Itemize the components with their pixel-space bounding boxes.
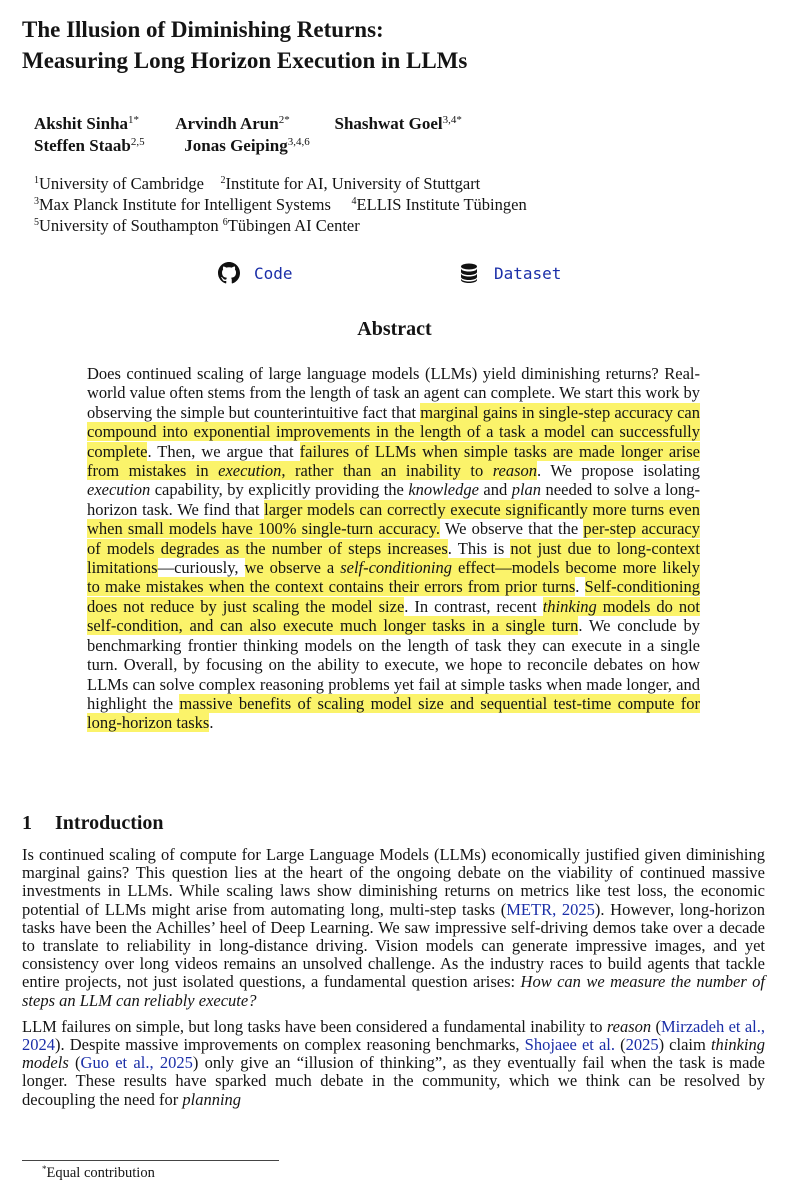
- highlighted-text: , rather than an inability to: [281, 461, 493, 481]
- highlighted-text: self-conditioning: [340, 558, 453, 578]
- footnote-text: Equal contribution: [46, 1165, 155, 1181]
- citation-link[interactable]: 2025: [625, 1035, 659, 1055]
- dataset-link-label: Dataset: [494, 263, 562, 283]
- author: Steffen Staab$^{2,5}$: [34, 136, 145, 155]
- paragraph: [22, 846, 765, 1010]
- text-run: (: [651, 1016, 661, 1036]
- abstract-seg: . We propose isolating: [537, 461, 701, 481]
- citation-link[interactable]: Shojaee et al.: [524, 1035, 615, 1055]
- code-link-label: Code: [254, 263, 293, 283]
- paragraph: [22, 1018, 765, 1109]
- highlighted-text: effect—models become more likely to make mistakes when the context contains their errors from prior turns: [87, 558, 700, 597]
- abstract-body: [87, 364, 700, 733]
- author: Shashwat Goel$^{3,4*}$: [334, 114, 462, 133]
- title-line-2: Measuring Long Horizon Execution in LLMs: [22, 48, 468, 73]
- highlighted-text: per-step accuracy of models degrades as the number of steps increases: [87, 519, 700, 558]
- abstract-seg: . We conclude by benchmarking frontier thinking models on the length of task they can execute in a single turn. Overall, by focusing on the ability to execute, we hope to reconcile debates on how LLMs can solve complex reasoning problems yet fail at simple tasks when made longer, and highlight the: [87, 616, 700, 713]
- affiliation: $^1$University of Cambridge: [34, 174, 204, 193]
- text-run: (: [68, 1053, 81, 1073]
- abstract-seg: . Then, we argue that: [147, 441, 300, 461]
- highlighted-text: reason: [492, 461, 538, 481]
- abstract-seg: knowledge: [408, 480, 479, 500]
- highlighted-text: execution: [218, 461, 282, 481]
- text-run: thinking models: [22, 1035, 766, 1073]
- highlighted-text: Self-conditioning does not reduce by just scaling the model size: [87, 577, 701, 616]
- text-run: Is continued scaling of compute for Large Language Models (LLMs) economically justified given diminishing marginal gains? This question lies at the heart of the ongoing debate on the viability of continued massive investments in LLMs. While scaling laws show diminishing returns on metrics like test loss, the economic potential of LLMs might arise from automating long, multi-step tasks (: [22, 845, 765, 919]
- highlighted-text: larger models can correctly execute significantly more turns even when small models have 100% single-turn accuracy.: [87, 499, 700, 539]
- text-run: planning: [182, 1089, 242, 1109]
- highlighted-text: marginal gains in single-step accuracy can compound into exponential improvements in the length of a task a model can successfully complete: [87, 402, 700, 461]
- dataset-link[interactable]: [458, 262, 561, 284]
- highlighted-text: massive benefits of scaling model size and sequential test-time compute for long-horizon tasks: [87, 693, 700, 733]
- abstract-seg: execution: [87, 480, 151, 500]
- author: Jonas Geiping$^{3,4,6}$: [184, 136, 310, 155]
- text-run: reason: [606, 1016, 652, 1036]
- abstract-seg: and: [478, 480, 512, 500]
- abstract-seg: . This is: [447, 538, 511, 558]
- abstract-seg: capability, by explicitly providing the: [150, 480, 409, 500]
- highlighted-text: failures of LLMs when simple tasks are made longer arise from mistakes in: [87, 441, 700, 481]
- author: Arvindh Arun$^{2*}$: [175, 114, 290, 133]
- citation-link[interactable]: Guo et al., 2025: [80, 1053, 193, 1073]
- footnote: [42, 1165, 155, 1182]
- highlighted-text: we observe a: [244, 558, 341, 578]
- abstract-seg: . In contrast, recent: [404, 596, 543, 616]
- affiliation-list: [34, 173, 527, 236]
- title-line-1: The Illusion of Diminishing Returns:: [22, 17, 384, 42]
- section-title: Introduction: [55, 812, 164, 834]
- footnote-rule: [22, 1160, 279, 1161]
- section-heading: [22, 812, 164, 835]
- citation-link[interactable]: METR, 2025: [506, 899, 595, 919]
- abstract-seg: Does continued scaling of large language models (LLMs) yield diminishing returns? Real-world value often stems from the length of task an agent can complete. We start this work by observing the simple but counterintuitive fact that: [87, 364, 700, 422]
- text-run: ). Despite massive improvements on complex reasoning benchmarks,: [55, 1035, 525, 1055]
- abstract-seg: We observe that the: [440, 519, 584, 539]
- highlighted-text: not just due to long-context limitations: [87, 538, 700, 578]
- affiliation: $^5$University of Southampton: [34, 216, 219, 235]
- code-link[interactable]: [218, 262, 293, 284]
- text-run: ) claim: [658, 1035, 711, 1055]
- footnote-mark: *: [42, 1164, 47, 1174]
- affiliation: $^2$Institute for AI, University of Stuttgart: [220, 174, 481, 193]
- abstract-seg: needed to solve a long-horizon task. We find that: [87, 480, 701, 519]
- abstract-seg: plan: [511, 480, 542, 500]
- abstract-seg: .: [575, 577, 585, 597]
- text-run: How can we measure the number of steps an LLM can reliably execute?: [22, 972, 765, 1010]
- paper-title: [22, 14, 762, 76]
- abstract-heading: Abstract: [357, 318, 432, 340]
- citation-link[interactable]: Mirzadeh et al., 2024: [22, 1016, 765, 1055]
- text-run: ). However, long-horizon tasks have been the Achilles’ heel of Deep Learning. We saw impressive self-driving demos take over a decade to translate to reliability in long-distance driving. Vision models can generate impressive images, and yet consistency over long videos remains an unsolved challenge. As the industry races to build agents that tackle entire projects, not just isolated questions, a fundamental question arises:: [22, 899, 765, 992]
- author-list: [34, 113, 462, 157]
- highlighted-text: models do not self-condition, and can also execute much longer tasks in a single turn: [87, 596, 700, 636]
- affiliation: $^4$ELLIS Institute Tübingen: [351, 195, 527, 214]
- text-run: (: [615, 1035, 626, 1055]
- database-icon: [458, 262, 480, 284]
- affiliation: $^6$Tübingen AI Center: [222, 216, 360, 235]
- text-run: LLM failures on simple, but long tasks have been considered a fundamental inability to: [22, 1016, 607, 1036]
- introduction-body: [22, 846, 765, 1109]
- github-icon: [218, 262, 240, 284]
- text-run: ) only give an “illusion of thinking”, as they eventually fail when the task is made longer. These results have sparked much debate in the community, which we think can be resolved by decoupling the need for: [22, 1053, 765, 1109]
- section-number: 1: [22, 812, 32, 834]
- highlighted-text: thinking: [542, 596, 597, 616]
- abstract-seg: —curiously,: [157, 558, 245, 578]
- author: Akshit Sinha$^{1*}$: [34, 114, 140, 133]
- abstract-seg: .: [209, 713, 214, 733]
- affiliation: $^3$Max Planck Institute for Intelligent Systems: [34, 195, 331, 214]
